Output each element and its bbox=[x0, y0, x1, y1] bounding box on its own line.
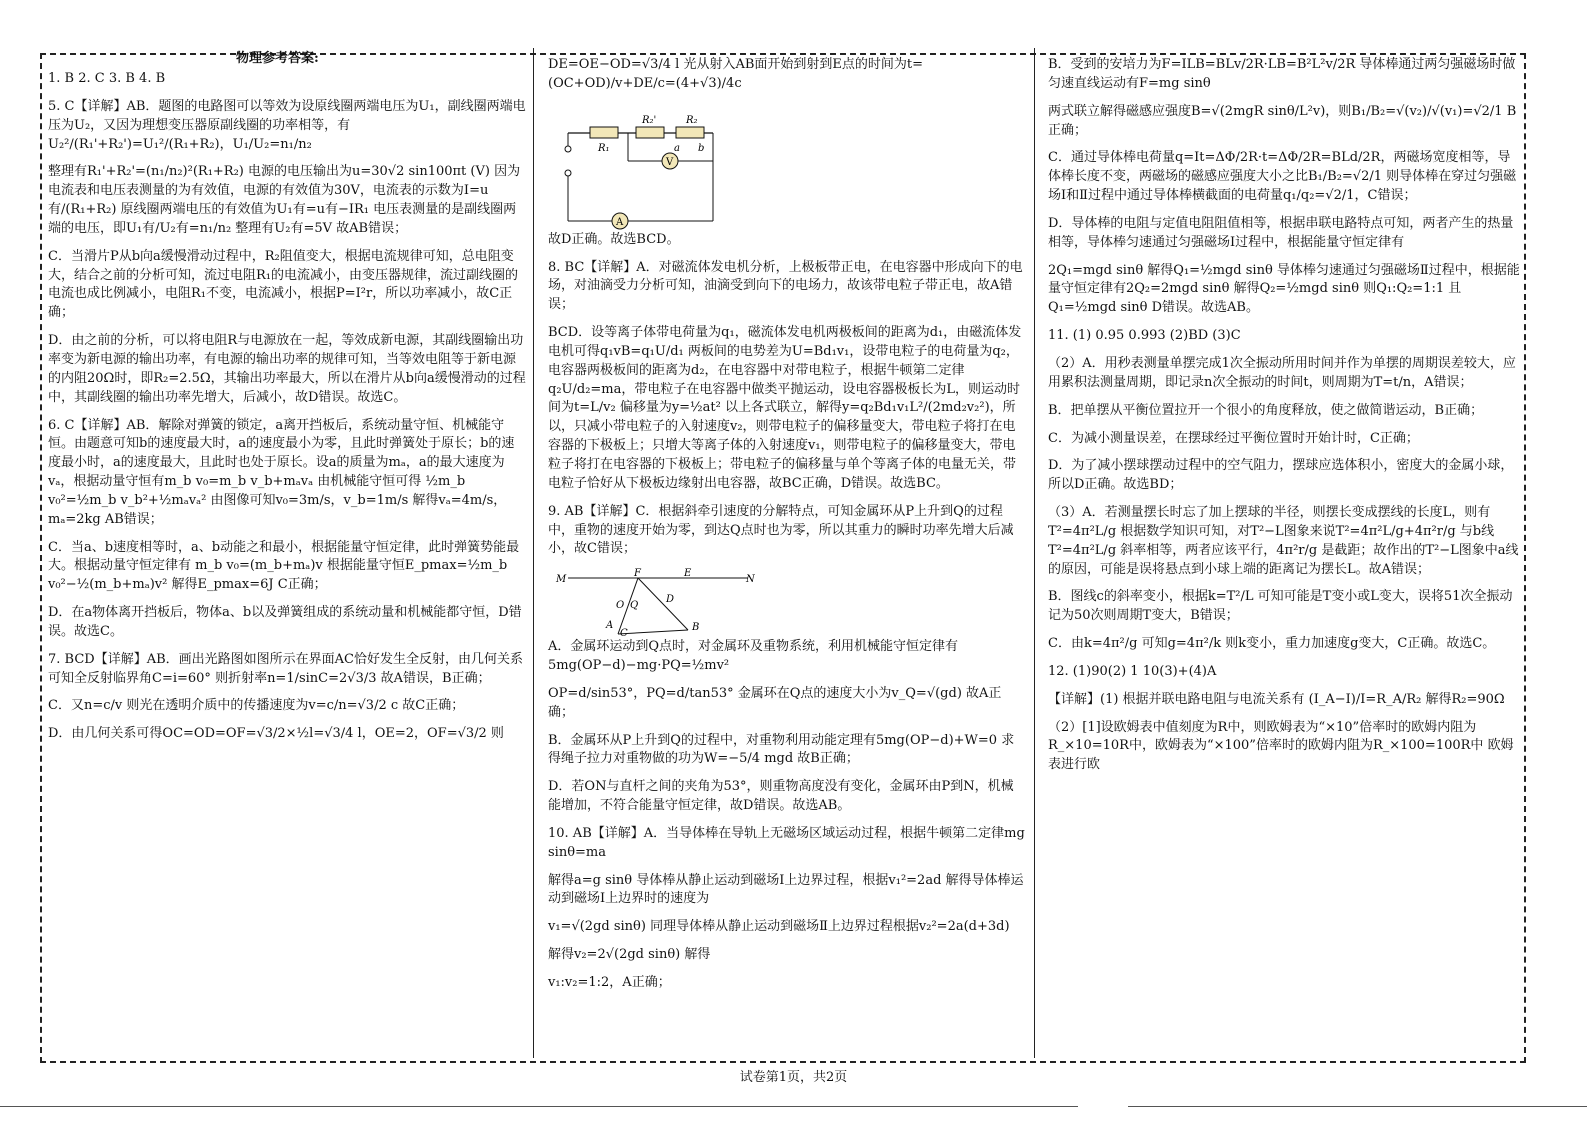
answer-5-option-d: D．由之前的分析，可以将电阻R与电源放在一起，等效成新电源，其副线圈输出功率变为新电源的输出功率，有电源的输出功率的规律可知，当等效电阻等于新电源的内阻20Ω时，即R₂=2.5Ω，其输出功率最大，所以在滑片从b向a缓慢滑动的过程中，其副线圈的输出功率先增大，后减小，故D错误。故选C。 bbox=[48, 333, 526, 405]
answer-9-option-b: B．金属环从P上升到Q的过程中，对重物利用动能定理有5mg(OP−d)+W=0 求得绳子拉力对重物做的功为W=−5/4 mgd 故B正确； bbox=[548, 732, 1015, 767]
voltmeter-label: V bbox=[666, 156, 674, 168]
answer-7-continued: DE=OE−OD=√3/4 l 光从射入AB面开始到射到E点的时间为t=(OC+OD)/v+DE/c=(4+√3)/4c bbox=[548, 57, 923, 91]
answer-7-conclusion: 故D正确。故选BCD。 bbox=[548, 231, 680, 247]
answer-8-bcd: BCD．设等离子体带电荷量为q₁，磁流体发电机两极板间的距离为d₁，由磁流体发电机可得q₁vB=q₁U/d₁ 两板间的电势差为U=Bd₁v₁，设带电粒子的电荷量为q₂，电容器两极板间的距离为d₂，在电容器中对带电粒子，根据牛顿第二定律q₂U/d₂=ma，带电粒子在电容器中做类平抛运动，设电容器极板长为L，则运动时间为t=L/v₂ 偏移量为y=½at² 以上各式联立，解得y=q₂Bd₁v₁L²/(2md₂v₂²)，所以，只减小带电粒子的入射速度v₂，则带电粒子的偏移量变大，带电粒子将打在电容器的下极板上；只增大等离子体的入射速度v₁，则带电粒子的偏移量变大，带电粒子将打在电容器的下极板上；带电粒子的偏移量与单个等离子体的电量无关，带电粒子恰好从下极板边缘射出电容器，故BC正确，D错误。故选BC。 bbox=[548, 325, 1022, 491]
terminal bbox=[565, 146, 571, 152]
bottom-rule bbox=[0, 1106, 1078, 1107]
label-b: b bbox=[698, 142, 705, 154]
answer-9-option-a: A．金属环运动到Q点时，对金属环及重物系统，利用机械能守恒定律有5mg(OP−d)−mg·PQ=½mv² bbox=[548, 639, 959, 674]
label-e: E bbox=[684, 568, 692, 580]
answer-7-option-c: C．又n=c/v 则光在透明介质中的传播速度为v=c/n=√3/2 c 故C正确； bbox=[48, 698, 465, 714]
answer-6-detail: 6. C【详解】AB．解除对弹簧的锁定，a离开挡板后，系统动量守恒、机械能守恒。由题意可知b的速度最大时，a的速度最小为零，且此时弹簧处于原长；b的速度最小时，a的速度最大，且此时也处于原长。设a的质量为mₐ，a的最大速度为vₐ，根据动量守恒有m_b v₀=m_b v_b+mₐvₐ 由机械能守恒可得 ½m_b v₀²=½m_b v_b²+½mₐvₐ² 由图像可知v₀=3m/s，v_b=1m/s 解得vₐ=4m/s，mₐ=2kg AB错误； bbox=[48, 417, 515, 527]
answer-11-part3-a: （3）A．若测量摆长时忘了加上摆球的半径，则摆长变成摆线的长度L，则有T²=4π²L/g 根据数学知识可知，对T²−L图象来说T²=4π²L/g+4π²r/g 与b线T²=4π²L/g 斜率相等，两者应该平行，4π²r/g 是截距；故作出的T²−L图象中a线的原因，可能是误将悬点到小球上端的距离记为摆长L。故A错误； bbox=[1048, 505, 1519, 577]
column-divider-left bbox=[533, 48, 534, 1058]
resistor-r2 bbox=[676, 127, 704, 138]
answer-11-line: 11. (1) 0.95 0.993 (2)BD (3)C bbox=[1048, 328, 1241, 344]
label-r2: R₂ bbox=[686, 114, 698, 126]
answer-9-formula: OP=d/sin53°，PQ=d/tan53° 金属环在Q点的速度大小为v_Q=√(gd) 故A正确； bbox=[548, 685, 1002, 720]
bottom-rule bbox=[1128, 1106, 1587, 1107]
column-right bbox=[1048, 56, 1520, 784]
label-q: Q bbox=[630, 600, 639, 612]
answer-7-option-d: D．由几何关系可得OC=OD=OF=√3/2×½l=√3/4 l，OE=2，OF=√3/2 则 bbox=[48, 726, 504, 742]
label-n: N bbox=[746, 574, 755, 586]
answer-12-detail: 【详解】(1) 根据并联电路电阻与电流关系有 (I_A−I)/I=R_A/R₂ 解得R₂=90Ω bbox=[1048, 691, 1505, 707]
answer-10-derivation: 解得a=g sinθ 导体棒从静止运动到磁场Ⅰ上边界过程，根据v₁²=2ad 解得导体棒运动到磁场Ⅰ上边界时的速度为 bbox=[548, 872, 1024, 907]
answer-10-option-c: C．通过导体棒电荷量q=It=ΔΦ/2R·t=ΔΦ/2R=BLd/2R，两磁场宽度相等，导体棒长度不变，两磁场的磁感应强度大小之比B₁/B₂=√2/1 则导体棒在穿过匀强磁场Ⅰ和Ⅱ过程中通过导体棒横截面的电荷量q₁/q₂=√2/1，C错误； bbox=[1048, 150, 1517, 204]
column-divider-right bbox=[1034, 48, 1035, 1058]
label-d: D bbox=[666, 594, 675, 606]
resistor-r1 bbox=[590, 127, 618, 138]
label-r1: R₁ bbox=[598, 142, 610, 154]
answer-6-option-c: C．当a、b速度相等时，a、b动能之和最小，根据能量守恒定律，此时弹簧势能最大。根据动量守恒定律有 m_b v₀=(m_b+mₐ)v 根据能量守恒E_pmax=½m_b v₀²−½(m_b+mₐ)v² 解得E_pmax=6J C正确； bbox=[48, 539, 520, 593]
answer-12-line: 12. (1)90(2) 1 10(3)+(4)A bbox=[1048, 663, 1217, 679]
answer-10-option-b-result: 两式联立解得磁感应强度B=√(2mgR sinθ/L²v)，则B₁/B₂=√(v₂)/√(v₁)=√2/1 B正确； bbox=[1048, 103, 1517, 138]
answer-6-option-d: D．在a物体离开挡板后，物体a、b以及弹簧组成的系统动量和机械能都守恒，D错误。故选C。 bbox=[48, 605, 522, 639]
answer-10-derivation: 解得v₂=2√(2gd sinθ) 解得 bbox=[548, 947, 711, 963]
answer-10-option-d: D．导体棒的电阻与定值电阻阻值相等，根据串联电路特点可知，两者产生的热量相等，导体棒匀速通过匀强磁场Ⅰ过程中，根据能量守恒定律有 bbox=[1048, 215, 1514, 250]
answer-12-part2: （2）[1]设欧姆表中值刻度为R中，则欧姆表为“×10”倍率时的欧姆内阻为R_×10=10R中，欧姆表为“×100”倍率时的欧姆内阻为R_×100=100R中 欧姆表进行欧 bbox=[1048, 719, 1514, 773]
answer-10-derivation: v₁=√(2gd sinθ) 同理导体棒从静止运动到磁场Ⅱ上边界过程根据v₂²=2a(d+3d) bbox=[548, 919, 1010, 935]
answer-10-option-b: B．受到的安培力为F=ILB=BLv/2R·LB=B²L²v/2R 导体棒通过两匀强磁场时做匀速直线运动有F=mg sinθ bbox=[1048, 57, 1516, 91]
page-footer: 试卷第1页，共2页 bbox=[739, 1070, 848, 1085]
answer-9-detail: 9. AB【详解】C．根据斜牵引速度的分解特点，可知金属环从P上升到Q的过程中，重物的速度开始为零，到达Q点时也为零，所以其重力的瞬时功率先增大后减小，故C错误； bbox=[548, 503, 1014, 557]
label-b: B bbox=[692, 622, 700, 634]
answer-11-part2-c: C．为减小测量误差，在摆球经过平衡位置时开始计时，C正确； bbox=[1048, 430, 1419, 446]
ammeter-label: A bbox=[616, 216, 624, 228]
label-m: M bbox=[556, 574, 567, 586]
answer-10-detail: 10. AB【详解】A．当导体棒在导轨上无磁场区域运动过程，根据牛顿第二定律mg sinθ=ma bbox=[548, 825, 1025, 860]
rope-line bbox=[618, 630, 688, 634]
answer-5-option-c: C．当滑片P从b向a缓慢滑动过程中，R₂阻值变大，根据电流规律可知，总电阻变大，结合之前的分析可知，流过电阻R₁的电流减小，由变压器规律，流过副线圈的电流也成比例减小，电阻R₁不变，电流减小，根据P=I²r，所以功率减小，故C正确； bbox=[48, 248, 519, 321]
rope-line bbox=[638, 578, 688, 630]
label-f: F bbox=[634, 568, 641, 580]
column-left bbox=[48, 70, 526, 753]
answer-10-result: v₁:v₂=1:2，A正确； bbox=[548, 975, 671, 990]
circuit-diagram bbox=[548, 103, 728, 231]
answer-11-part3-b: B．图线c的斜率变小，根据k=T²/L 可知可能是T变小或L变大，误将51次全振动记为50次则周期T变大，B错误； bbox=[1048, 589, 1513, 624]
label-o: O bbox=[616, 600, 625, 612]
page-title: 物理参考答案: bbox=[236, 51, 319, 66]
figure-ring-rod bbox=[548, 568, 758, 638]
answer-7-detail: 7. BCD【详解】AB．画出光路图如图所示在界面AC恰好发生全反射，由几何关系可知全反射临界角C=i=60° 则折射率n=1/sinC=2√3/3 故A错误，B正确； bbox=[48, 651, 523, 686]
answer-11-part3-c: C．由k=4π²/g 可知g=4π²/k 则k变小，重力加速度g变大，C正确。故选C。 bbox=[1048, 636, 1496, 652]
label-a: a bbox=[674, 142, 680, 154]
answer-5-detail: 5. C【详解】AB．题图的电路图可以等效为设原线圈两端电压为U₁，副线圈两端电压为U₂，又因为理想变压器原副线圈的功率相等，有U₂²/(R₁'+R₂')=U₁²/(R₁+R₂)，U₁/U₂=n₁/n₂ bbox=[48, 98, 526, 152]
column-middle bbox=[548, 56, 1026, 1002]
answer-11-part2-b: B．把单摆从平衡位置拉开一个很小的角度释放，使之做简谐运动，B正确； bbox=[1048, 402, 1484, 418]
label-c: C bbox=[620, 628, 628, 639]
answer-line: 1. B 2. C 3. B 4. B bbox=[48, 71, 166, 86]
answer-10-option-d-result: 2Q₁=mgd sinθ 解得Q₁=½mgd sinθ 导体棒匀速通过匀强磁场Ⅱ过程中，根据能量守恒定律有2Q₂=2mgd sinθ 解得Q₂=½mgd sinθ 则Q₁:Q₂=1:1 且 Q₁=½mgd sinθ D错误。故选AB。 bbox=[1048, 262, 1520, 316]
answer-11-part2-d: D．为了减小摆球摆动过程中的空气阻力，摆球应选体积小，密度大的金属小球，所以D正确。故选BD； bbox=[1048, 458, 1514, 493]
answer-5-detail: 整理有R₁'+R₂'=(n₁/n₂)²(R₁+R₂) 电源的电压输出为u=30√2 sin100πt (V) 因为电流表和电压表测量的为有效值，电源的有效值为30V，电流表的示数为I=u有/(R₁+R₂) 原线圈两端电压的有效值为U₁有=u有−IR₁ 电压表测量的是副线圈两端的电压，即U₁有/U₂有=n₁/n₂ 整理有U₂有=5V 故AB错误； bbox=[48, 164, 521, 236]
answer-8-detail: 8. BC【详解】A．对磁流体发电机分析，上极板带正电，在电容器中形成向下的电场，对油滴受力分析可知，油滴受到向下的电场力，故该带电粒子带正电，故A错误； bbox=[548, 259, 1023, 313]
terminal bbox=[565, 170, 571, 176]
answer-9-option-d: D．若ON与直杆之间的夹角为53°，则重物高度没有变化，金属环由P到N，机械能增加，不符合能量守恒定律，故D错误。故选AB。 bbox=[548, 779, 1014, 814]
resistor-r3 bbox=[636, 127, 664, 138]
answer-11-part2-a: （2）A．用秒表测量单摆完成1次全振动所用时间并作为单摆的周期误差较大，应用累积法测量周期，即记录n次全振动的时间t，则周期为T=t/n，A错误； bbox=[1048, 355, 1516, 390]
label-a: A bbox=[606, 620, 614, 632]
label-r3: R₂' bbox=[642, 114, 657, 126]
